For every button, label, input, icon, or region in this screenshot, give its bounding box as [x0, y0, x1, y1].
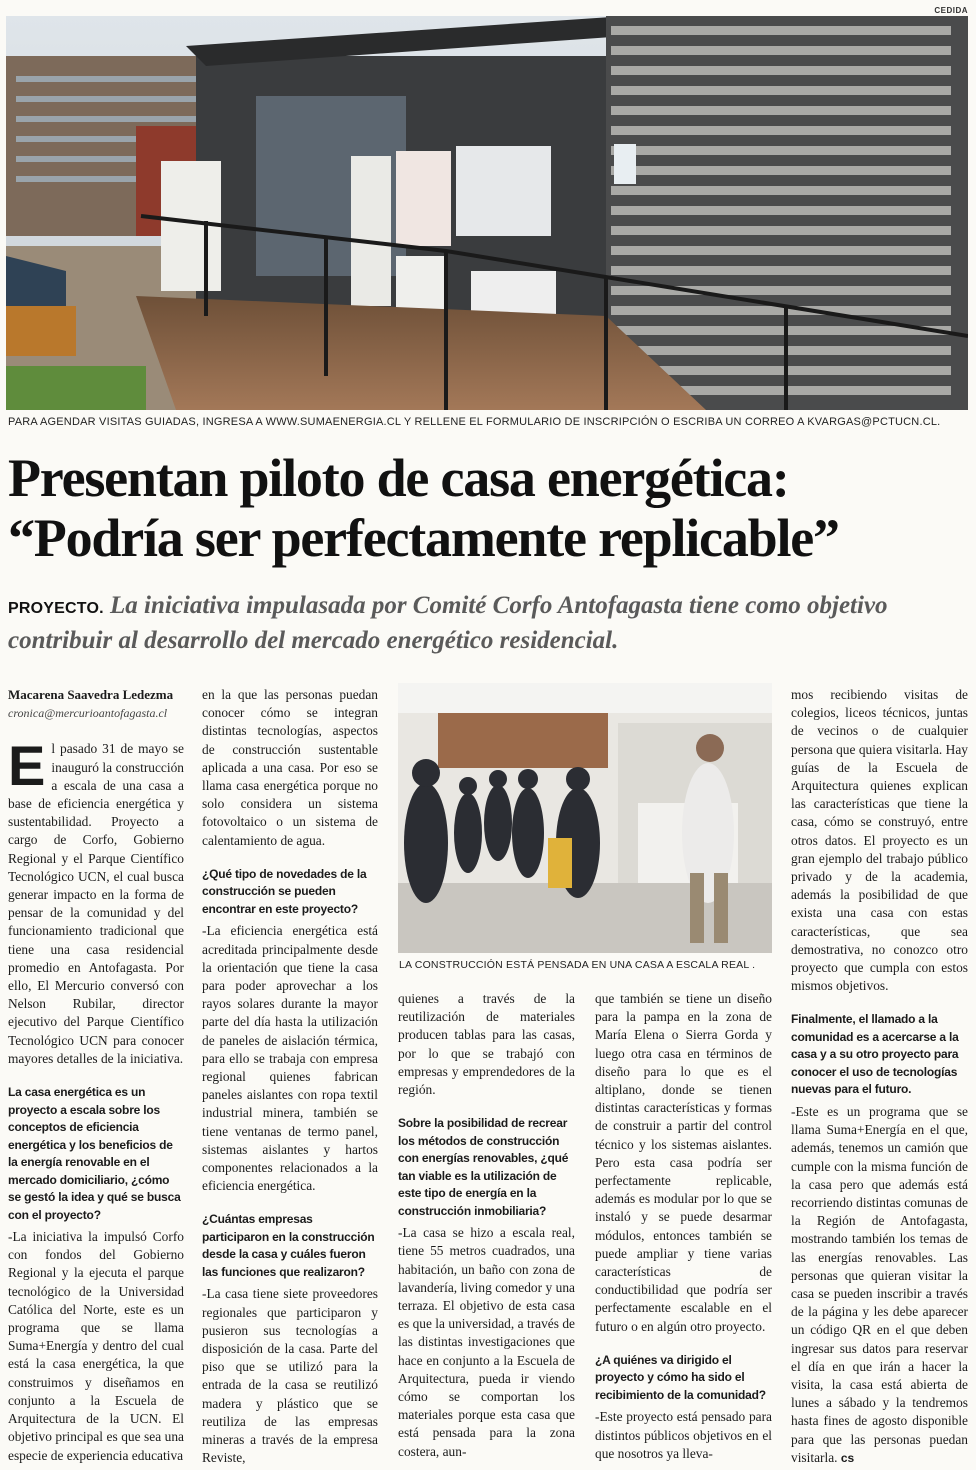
interior-photo-caption: LA CONSTRUCCIÓN ESTÁ PENSADA EN UNA CASA A ESCALA REAL .	[399, 959, 756, 971]
interior-photo	[398, 683, 772, 953]
house-photo	[6, 16, 968, 410]
article-column-2	[202, 686, 378, 1467]
end-mark: cs	[840, 1450, 855, 1465]
article-column-3	[398, 990, 575, 1461]
answer-5: -Este proyecto está pensado para distintos públicos objetivos en el que nosotros ya lleva-	[595, 1409, 772, 1461]
question-2: ¿Qué tipo de novedades de la construcción se pueden encontrar en este proyecto?	[202, 866, 367, 916]
headline-line-2: “Podría ser perfectamente replicable”	[8, 508, 839, 568]
photo-credit: CEDIDA	[934, 6, 968, 15]
answer-5-continued: mos recibiendo visitas de colegios, liceos técnicos, juntas de vecinos o de cualquier persona que quiera visitarla. Hay guías de la Escuela de Arquitectura quienes explican las características que tiene la casa, cómo se construyó, entre otros datos. El proyecto es un gran ejemplo del trabajo público privado y de la academia, además la posibilidad de que exista una casa con estas características, que sea demostrativa, no conozco otro proyecto que cumpla con estos mismos objetivos.	[791, 687, 968, 994]
article-column-4	[595, 990, 772, 1463]
question-1: La casa energética es un proyecto a escala sobre los conceptos de eficiencia energética y los beneficios de la energía renovable en el mercado domiciliario, ¿cómo se gestó la idea y qué se busca con el proyecto?	[8, 1085, 181, 1222]
answer-2: -La eficiencia energética está acreditada principalmente desde la orientación que tiene la casa para poder aprovechar a los rayos solares durante la mayor parte del día hasta la utilización de paneles de aislación térmica, para ello se trabaja con empresa regional quienes fabrican paneles aislantes con ropa textil industrial minera, también se tiene ventanas de termo panel, sistemas aislantes y hartos componentes relacionados a la eficiencia energética.	[202, 923, 378, 1194]
author-email: cronica@mercurioantofagasta.cl	[8, 706, 168, 721]
lead-kicker: PROYECTO.	[8, 600, 104, 617]
question-5: ¿A quiénes va dirigido el proyecto y cómo ha sido el recibimiento de la comunidad?	[595, 1352, 766, 1402]
question-4: Sobre la posibilidad de recrear los métodos de construcción con energías renovables, ¿qué tan viable es la utilización de este tipo de energía en la construcción inmobiliaria?	[398, 1116, 569, 1218]
answer-1: -La iniciativa la impulsó Corfo con fondos del Gobierno Regional y la ejecuta el parque tecnológico de la Universidad Católica del Norte, este es un programa que se llama Suma+Energía y dentro del cual está la casa energética, la que construimos y diseñamos en conjunto a la Escuela de Arquitectura de la UCN. El objetivo principal es que sea una especie de experiencia educativa	[8, 1229, 184, 1463]
headline	[8, 448, 968, 568]
author-name: Macarena Saavedra Ledezma	[8, 687, 174, 702]
answer-1-continued: en la que las personas puedan conocer cómo se integran distintas tecnologías, aspectos de construcción sustentable aplicada a una casa. Por eso se llama casa energética porque no solo considera un sistema fotovoltaico o un sistema de calentamiento de agua.	[202, 687, 378, 848]
interior-illustration	[398, 683, 772, 953]
answer-4: -La casa se hizo a escala real, tiene 55 metros cuadrados, una habitación, un baño con zona de lavandería, living comedor y una terraza. El objetivo de esta casa es que la universidad, a través de las distintas investigaciones que hace en conjunto a la Escuela de Arquitectura, pueda ir viendo cómo se comportan los materiales porque esta casa que está pensada para la zona costera, aun-	[398, 1225, 575, 1459]
answer-6: -Este es un programa que se llama Suma+Energía en el que, además, tenemos un camión que cumple con la misma función de la casa pero que además está recorriendo distintas comunas de la Región de Antofagasta, mostrando también los temas de las energías renovables. Las personas que quieran visitar la casa se pueden inscribir a través de la página y les debe aparecer un código QR en el que deben ingresar sus datos para reservar el día en que irán a hacer la visita, la casa está abierta de lunes a sábado y la tendremos hasta fines de agosto disponible para que las personas puedan visitarla.	[791, 1103, 968, 1465]
headline-line-1: Presentan piloto de casa energética:	[8, 448, 789, 508]
answer-4-continued: que también se tiene un diseño para la pampa en la zona de María Elena o Sierra Gorda y luego otra casa en términos de diseño para lo que es el altiplano, donde se tienen distintas características y formas de construir a partir del control técnico y los sistemas aislantes. Pero esta casa podría ser perfectamente replicable, además es modular por lo que se instaló y se puede desarmar módulos, entonces también se puede ampliar y tiene varias características de conductibilidad que podría ser perfectamente escalable en el futuro o en algún otro proyecto.	[595, 991, 772, 1334]
answer-3-continued: quienes a través de la reutilización de materiales producen tablas para las casas, por lo que se trabajó con empresas y emprendedores de la región.	[398, 991, 575, 1098]
article-column-1	[8, 686, 184, 1465]
lead-paragraph	[8, 590, 958, 657]
answer-3: -La casa tiene siete proveedores regionales que participaron y pusieron sus tecnologías a disposición de la casa. Parte del piso que se utilizó para la entrada de la casa se reutilizó madera y plástico que se reutiliza de las empresas mineras a través de la empresa Reviste,	[202, 1286, 378, 1466]
question-6: Finalmente, el llamado a la comunidad es a acercarse a la casa y a su otro proyecto para conocer el uso de tecnologías nuevas para el futuro.	[791, 1012, 959, 1097]
lead-text: La iniciativa impulasada por Comité Corfo Antofagasta tiene como objetivo contribuir al desarrollo del mercado energético residencial.	[8, 592, 888, 654]
article-column-5	[791, 686, 968, 1467]
intro-paragraph: l pasado 31 de mayo se inauguró la construcción a escala de una casa a base de eficiencia energética y sustentabilidad. Proyecto a cargo de Corfo, Gobierno Regional y el Parque Científico Tecnológico UCN, el cual busca generar impacto en la forma de pensar de la comunidad y del funcionamiento tradicional que tiene una casa residencial promedio en Antofagasta. Por ello, El Mercurio conversó con Nelson Rubilar, director ejecutivo del Parque Científico Tecnológico UCN para conocer mayores detalles de la iniciativa.	[8, 741, 184, 1066]
drop-cap: E	[8, 734, 46, 798]
house-illustration	[6, 16, 968, 410]
question-3: ¿Cuántas empresas participaron en la construcción desde la casa y cuáles fueron las funciones que realizaron?	[202, 1212, 375, 1279]
top-photo-caption: PARA AGENDAR VISITAS GUIADAS, INGRESA A WWW.SUMAENERGIA.CL Y RELLENE EL FORMULARIO DE INSCRIPCIÓN O ESCRIBA UN CORREO A KVARGAS@PCTUCN.CL.	[8, 416, 941, 428]
